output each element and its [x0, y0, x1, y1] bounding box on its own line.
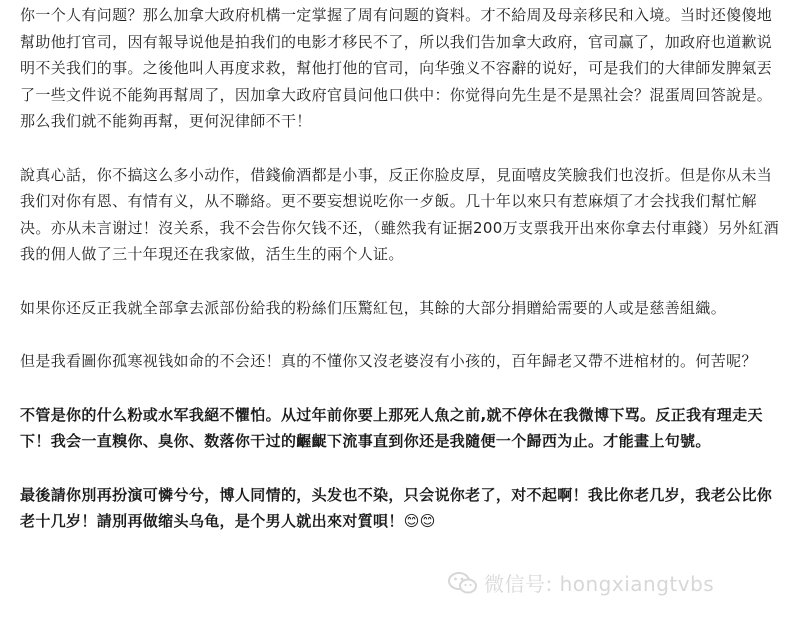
paragraph-spacer: [20, 375, 780, 402]
paragraph-6-bold: 最後請你別再扮演可憐兮兮，博人同情的，头发也不染，只会说你老了，对不起啊！我比你老几岁，我老公比你老十几岁！請別再做缩头乌龟，是个男人就出來对質唄！😊😊: [20, 485, 773, 530]
paragraph-spacer: [20, 455, 780, 482]
watermark-text: 微信号: hongxiangtvbs: [484, 572, 715, 596]
paragraph-4: 但是我看圖你孤寒视钱如命的不会还！真的不懂你又沒老婆沒有小孩的，百年歸老又帶不进棺材的。何苦呢？: [20, 352, 757, 370]
paragraph-3: 如果你还反正我就全部拿去派部份給我的粉絲们压驚紅包，其餘的大部分捐贈給需要的人或是慈善組織。: [20, 298, 727, 317]
paragraph-1: 你一个人有问题？那么加拿大政府机構一定掌握了周有问题的資料。才不給周及母亲移民和入境。当时还傻傻地幫助他打官司，因有報导说他是拍我们的电影才移民不了，所以我们告加拿大政府，官司赢了，加政府也道歉说明不关我们的事。之後他叫人再度求救，幫他打他的官司，向华強义不容辭的说好，可是我们的大律師发脾氣丟了一些文件说不能夠再幫周了，因加拿大政府官員问他口供中：你觉得向先生是不是黑社会？混蛋周回答說是。那么我们就不能夠再幫，更何況律師不干！: [20, 6, 773, 130]
wechat-icon: [448, 571, 478, 595]
watermark: [448, 568, 714, 597]
paragraph-spacer: [20, 135, 780, 162]
paragraph-spacer: [20, 268, 780, 295]
paragraph-2: 說真心話，你不搞这么多小动作，借錢偷酒都是小事，反正你脸皮厚，見面嘻皮笑臉我们也沒折。但是你从未当我们对你有恩、有情有义，从不聯絡。更不要妄想说吃你一歺飯。几十年以來只有惹麻煩了才会找我们幫忙解决。亦从未言谢过！沒关系，我不会告你欠钱不还，（雖然我有证据200万支票我开出來你拿去付車錢）另外紅酒我的佣人做了三十年現还在我家做，活生生的兩个人证。: [20, 165, 779, 263]
paragraph-5-bold: 不管是你的什么粉或水军我絕不懼怕。从过年前你要上那死人魚之前,就不停休在我微博下骂。反正我有理走天下！我会一直糗你、臭你、数落你干过的齷齪下流事直到你还是我隨便一个歸西为止。才能畫上句號。: [20, 405, 763, 450]
article-body: [20, 0, 780, 535]
paragraph-spacer: [20, 321, 780, 348]
